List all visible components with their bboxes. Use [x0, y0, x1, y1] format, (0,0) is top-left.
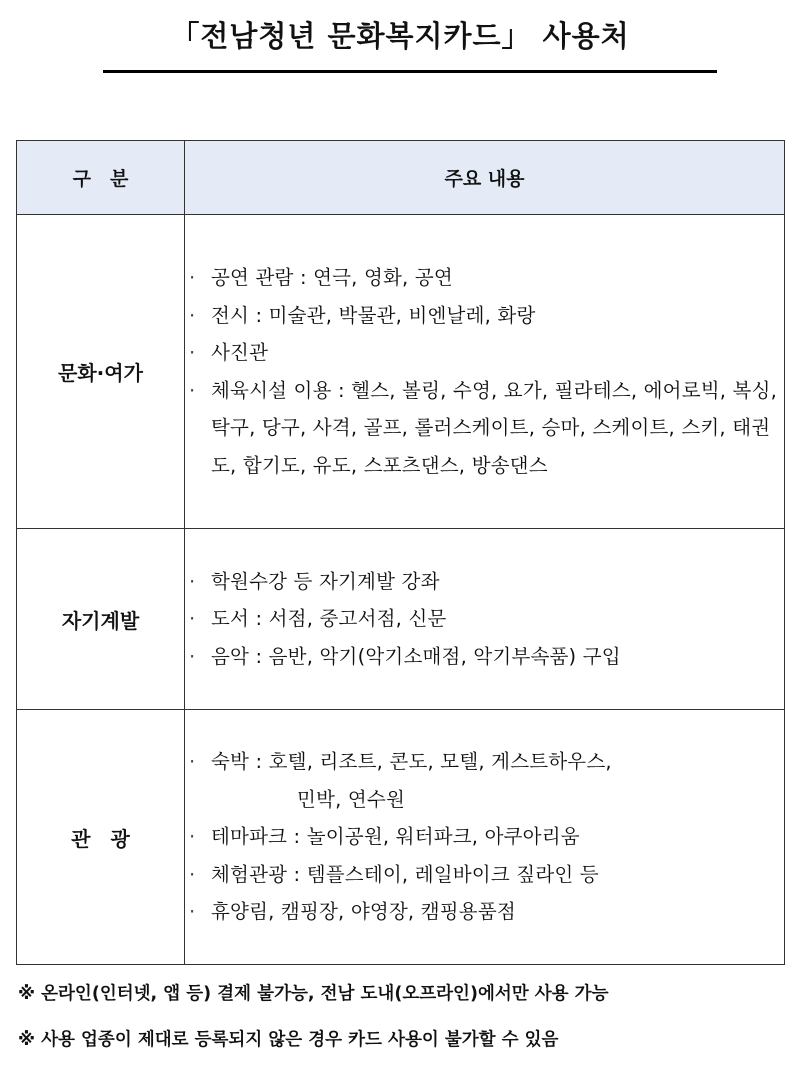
list-item: · 도서 : 서점, 중고서점, 신문 — [185, 600, 784, 638]
content-self-development — [185, 529, 785, 710]
usage-table — [16, 140, 785, 965]
header-category: 구 분 — [17, 141, 185, 215]
table-header-row — [17, 141, 785, 215]
list-item: · 휴양림, 캠핑장, 야영장, 캠핑용품점 — [185, 893, 784, 931]
bullet-icon: · — [189, 303, 196, 327]
category-tourism: 관 광 — [17, 710, 185, 965]
header-content: 주요 내용 — [185, 141, 785, 215]
bullet-icon: · — [189, 825, 196, 849]
bullet-icon: · — [189, 750, 196, 774]
table-row-culture — [17, 215, 785, 529]
bullet-icon: · — [189, 862, 196, 886]
table-row-tourism — [17, 710, 785, 965]
list-item: · 음악 : 음반, 악기(악기소매점, 악기부속품) 구입 — [185, 638, 784, 676]
bullet-icon: · — [189, 607, 196, 631]
list-item: · 공연 관람 : 연극, 영화, 공연 — [185, 259, 784, 297]
note-registration: ※ 사용 업종이 제대로 등록되지 않은 경우 카드 사용이 불가할 수 있음 — [18, 1030, 559, 1050]
note-online-payment: ※ 온라인(인터넷, 앱 등) 결제 불가능, 전남 도내(오프라인)에서만 사용 가능 — [18, 984, 609, 1004]
list-item: · 학원수강 등 자기계발 강좌 — [185, 563, 784, 601]
bullet-icon: · — [189, 378, 196, 402]
list-item: · 사진관 — [185, 334, 784, 372]
list-item: · 테마파크 : 놀이공원, 워터파크, 아쿠아리움 — [185, 818, 784, 856]
notes — [18, 982, 788, 1074]
bullet-icon: · — [189, 900, 196, 924]
item-list — [185, 563, 784, 676]
content-culture — [185, 215, 785, 529]
content-tourism — [185, 710, 785, 965]
bullet-icon: · — [189, 266, 196, 289]
lodging-continuation: 민박, 연수원 — [297, 787, 405, 811]
category-culture: 문화·여가 — [17, 215, 185, 529]
list-item: · 체육시설 이용 : 헬스, 볼링, 수영, 요가, 필라테스, 에어로빅, 복싱, 탁구, 당구, 사격, 골프, 롤러스케이트, 승마, 스케이트, 스키, 태권도, 합기도, 유도, 스포츠댄스, 방송댄스 — [185, 372, 784, 485]
table-row-self-development — [17, 529, 785, 710]
list-item: · 숙박 : 호텔, 리조트, 콘도, 모텔, 게스트하우스, 민박, 연수원 — [185, 743, 784, 818]
page-title: 「전남청년 문화복지카드」 사용처 — [170, 19, 630, 53]
list-item: · 전시 : 미술관, 박물관, 비엔날레, 화랑 — [185, 297, 784, 335]
category-self-development: 자기계발 — [17, 529, 185, 710]
item-list — [185, 259, 784, 484]
title-underline — [103, 70, 717, 73]
bullet-icon: · — [189, 644, 196, 668]
bullet-icon: · — [189, 569, 196, 593]
bullet-icon: · — [189, 341, 196, 364]
item-list — [185, 743, 784, 931]
list-item: · 체험관광 : 템플스테이, 레일바이크 짚라인 등 — [185, 856, 784, 894]
